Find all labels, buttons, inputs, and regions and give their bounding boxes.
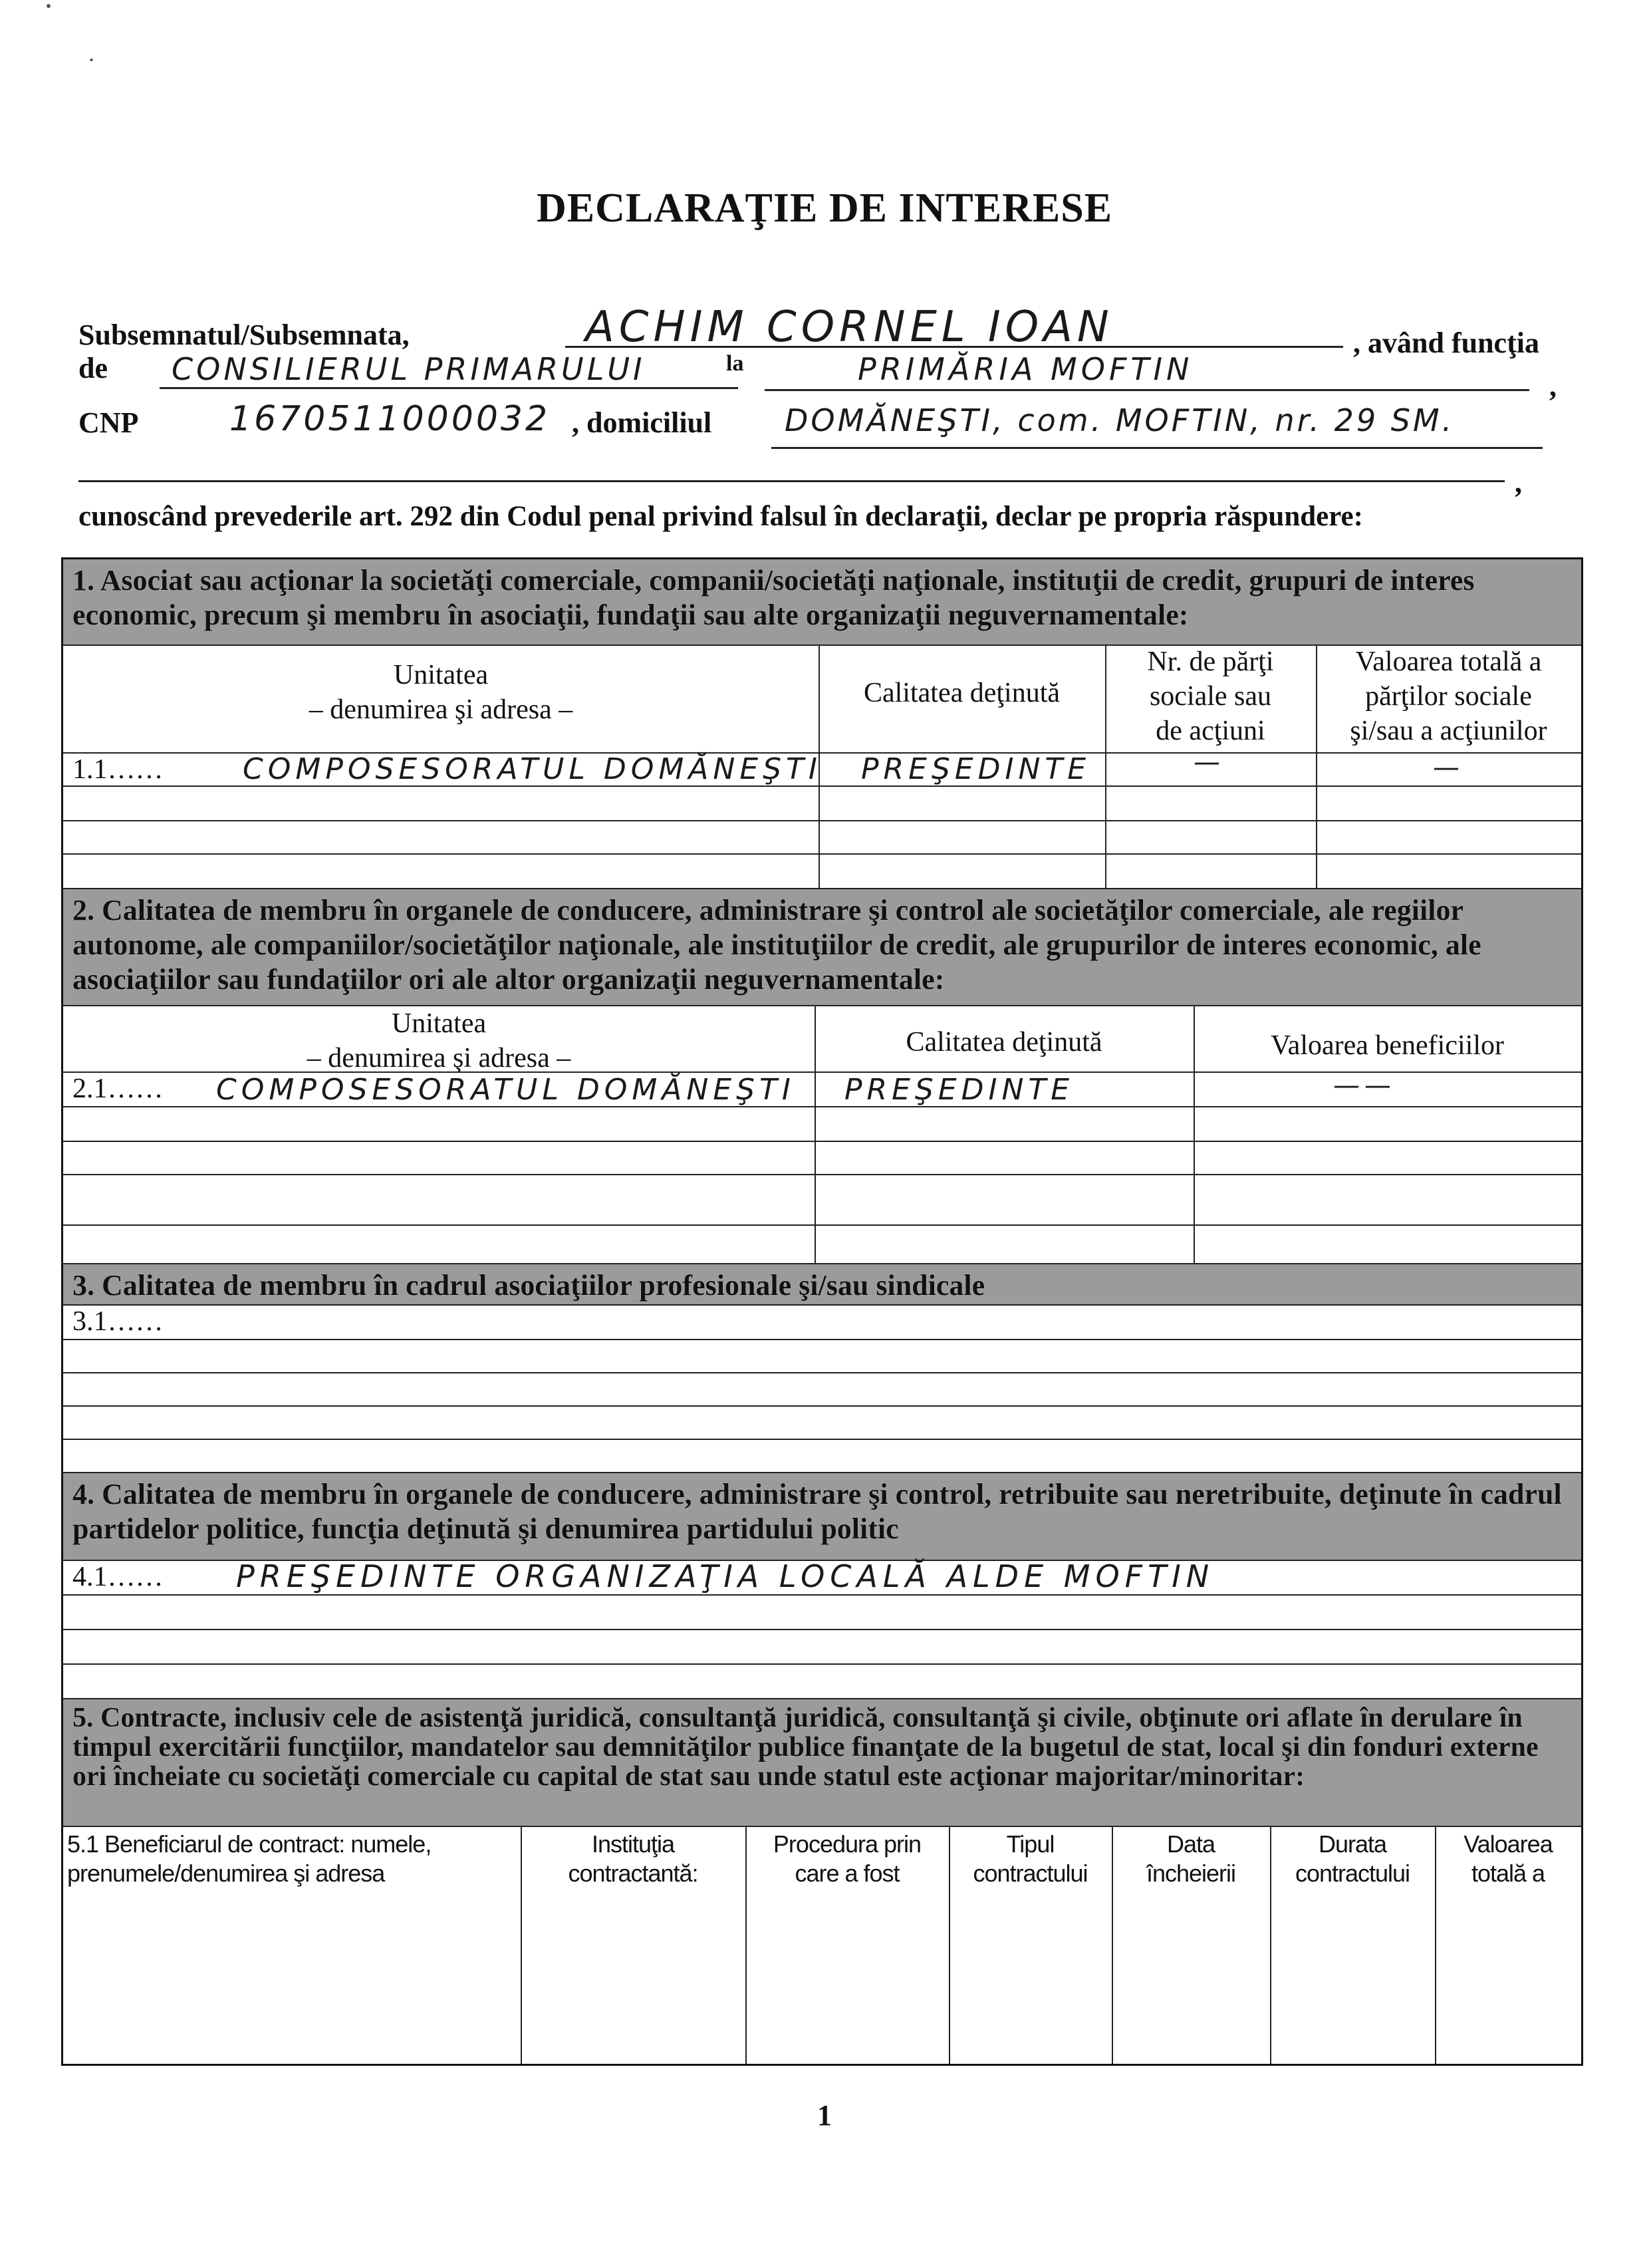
subsemnatul-label: Subsemnatul/Subsemnata, xyxy=(78,319,410,351)
s5-header-data: Data încheierii xyxy=(1146,1830,1236,1887)
s2-row-unitatea: COMPOSESORATUL DOMĂNEŞTI xyxy=(216,1073,795,1107)
functia-underline xyxy=(160,387,738,389)
s2-row-label: 2.1…… xyxy=(72,1073,164,1104)
s1-row-valoarea: — xyxy=(1433,752,1464,783)
de-label: de xyxy=(78,352,108,384)
comma-1: , xyxy=(1549,370,1557,402)
s4-row-value: PREŞEDINTE ORGANIZAŢIA LOCALĂ ALDE MOFTIN xyxy=(236,1558,1215,1594)
avand-functia-label: , având funcţia xyxy=(1353,327,1539,359)
s2-row-line xyxy=(63,1174,1581,1175)
domiciliul-value: DOMĂNEŞTI, com. MOFTIN, nr. 29 SM. xyxy=(785,402,1455,438)
s4-row-label: 4.1…… xyxy=(72,1562,164,1592)
s5-header-beneficiar: 5.1 Beneficiarul de contract: numele, prenumele/denumirea şi adresa xyxy=(67,1830,432,1887)
interests-form-table xyxy=(61,557,1583,2066)
comma-2: , xyxy=(1515,466,1522,499)
domiciliul-label: , domiciliul xyxy=(572,406,712,439)
section3-heading: 3. Calitatea de membru în cadrul asociaţiilor profesionale şi/sau sindicale xyxy=(63,1264,1581,1304)
section2-heading: 2. Calitatea de membru în organele de conducere, administrare şi control ale societăţilor comerciale, ale regiilor autonome, ale companiilor/societăţilor naţionale, ale instituţiilor de credit, ale grupurilor de interes economic, ale asociaţiilor sau fundaţiilor ori ale altor organizaţii neguvernamentale: xyxy=(63,889,1581,1005)
s1-header-valoarea: Valoarea totală a părţilor sociale şi/sau a acţiunilor xyxy=(1350,646,1547,746)
s3-row-line xyxy=(63,1372,1581,1373)
s5-header-valoarea: Valoarea totală a xyxy=(1463,1830,1553,1887)
institutia-underline xyxy=(765,389,1529,391)
institutia-value: PRIMĂRIA MOFTIN xyxy=(858,351,1194,387)
section1-heading: 1. Asociat sau acţionar la societăţi comerciale, companii/societăţi naţionale, instituţii de credit, grupuri de interes economic, precum şi membru în asociaţii, fundaţii sau alte organizaţii neguvernamentale: xyxy=(63,559,1581,644)
cnp-label: CNP xyxy=(78,406,139,439)
s5-header-tipul: Tipul contractului xyxy=(973,1830,1088,1887)
s2-row-line xyxy=(63,1224,1581,1226)
scan-speck xyxy=(47,4,51,8)
s4-row-line xyxy=(63,1594,1581,1596)
page-number: 1 xyxy=(817,2099,832,2132)
s1-row-nr: — xyxy=(1194,747,1225,778)
section4-heading: 4. Calitatea de membru în organele de conducere, administrare şi control, retribuite sau neretribuite, deţinute în cadrul partidelor politice, funcţia deţinută şi denumirea partidului politic xyxy=(63,1473,1581,1560)
domiciliul-underline xyxy=(771,447,1543,449)
s2-header-calitatea: Calitatea deţinută xyxy=(906,1027,1102,1058)
scan-speck xyxy=(90,59,93,61)
s3-row-label: 3.1…… xyxy=(72,1306,164,1337)
cnp-value: 1670511000032 xyxy=(229,399,551,439)
s1-row-label: 1.1…… xyxy=(72,754,164,785)
s2-row-line xyxy=(63,1106,1581,1107)
section5-heading: 5. Contracte, inclusiv cele de asistenţă juridică, consultanţă juridică, consultanţă şi civile, obţinute ori aflate în derulare în timpul exercitării funcţiilor, mandatelor sau demnităţilor publice finanţate de la bugetul de stat, local şi din fonduri externe ori încheiate cu societăţi comerciale cu capital de stat sau unde statul este acţionar majoritar/minoritar: xyxy=(63,1699,1581,1826)
s1-row-line xyxy=(63,820,1581,821)
s5-header-procedura: Procedura prin care a fost xyxy=(773,1830,922,1887)
s1-header-nr-parti: Nr. de părţi sociale sau de acţiuni xyxy=(1147,646,1274,746)
s2-header-valoarea: Valoarea beneficiilor xyxy=(1271,1030,1504,1061)
s5-header-durata: Durata contractului xyxy=(1295,1830,1410,1887)
section3-divider xyxy=(63,1304,1581,1306)
s4-row-line xyxy=(63,1629,1581,1630)
s1-header-unitatea: Unitatea – denumirea şi adresa – xyxy=(309,660,573,725)
s3-row-line xyxy=(63,1405,1581,1407)
cunoscand-statement: cunoscând prevederile art. 292 din Codul penal privind falsul în declaraţii, declar pe propria răspundere: xyxy=(78,501,1363,532)
s1-row-line xyxy=(63,785,1581,787)
s3-row-line xyxy=(63,1339,1581,1340)
s3-row-line xyxy=(63,1439,1581,1440)
s5-header-institutia: Instituţia contractantă: xyxy=(568,1830,698,1887)
address-continuation-underline xyxy=(78,480,1505,482)
s2-header-unitatea: Unitatea – denumirea şi adresa – xyxy=(307,1008,571,1073)
s1-row-line xyxy=(63,853,1581,855)
s1-header-calitatea: Calitatea deţinută xyxy=(863,678,1061,708)
name-value: ACHIM CORNEL IOAN xyxy=(585,303,1114,352)
s2-row-valoarea: —— xyxy=(1333,1070,1396,1101)
s1-row-calitatea: PREŞEDINTE xyxy=(861,752,1091,786)
s2-row-line xyxy=(63,1141,1581,1142)
s1-row-unitatea: COMPOSESORATUL DOMĂNEŞTI xyxy=(243,752,822,786)
s4-row-line xyxy=(63,1663,1581,1665)
functia-value: CONSILIERUL PRIMARULUI xyxy=(172,351,646,387)
la-label: la xyxy=(726,351,744,376)
document-title: DECLARAŢIE DE INTERESE xyxy=(536,186,1113,231)
s2-row-calitatea: PREŞEDINTE xyxy=(844,1073,1075,1107)
section5-divider xyxy=(63,1826,1581,1827)
name-underline xyxy=(565,346,1343,348)
